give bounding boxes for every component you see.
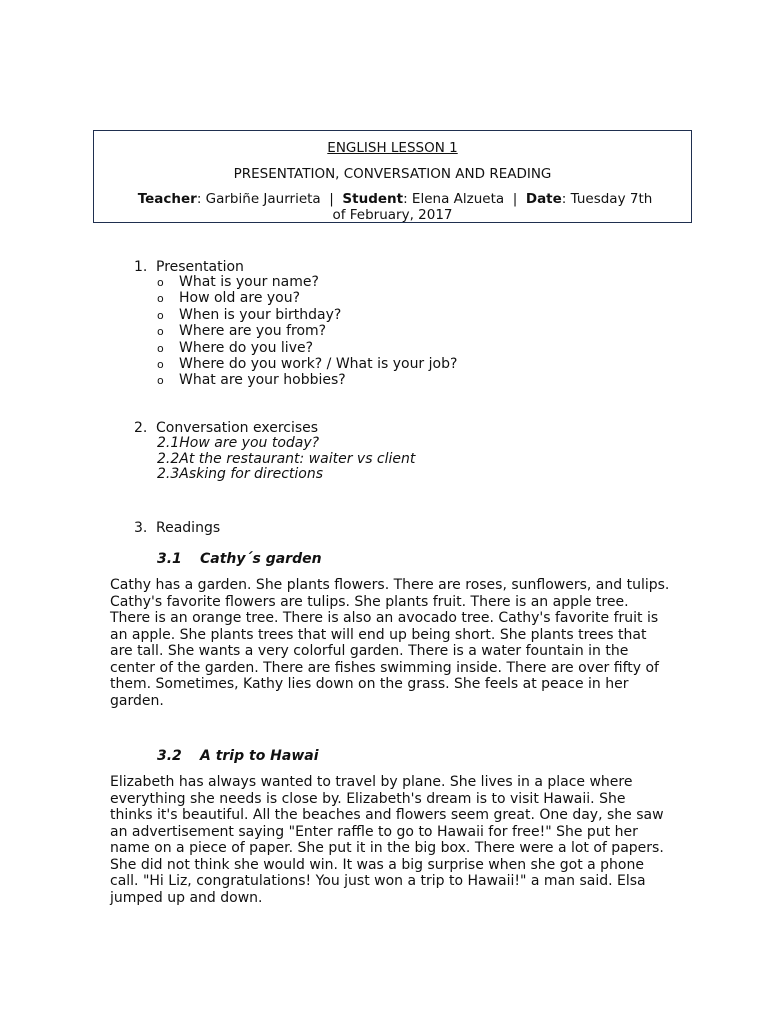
section-title: Presentation xyxy=(156,259,244,275)
bullet-icon: o xyxy=(157,292,164,306)
question-text: Where are you from? xyxy=(179,323,327,340)
bullet-icon: o xyxy=(157,341,164,355)
reading-title: A trip to Hawai xyxy=(200,748,319,764)
list-item: 2.1How are you today? xyxy=(157,435,320,451)
bullet-icon: o xyxy=(157,374,164,388)
section-readings-heading xyxy=(134,520,220,536)
section-number: 2. xyxy=(134,420,148,436)
presentation-question-list xyxy=(157,274,457,389)
reading-2-heading xyxy=(157,748,319,764)
lesson-header-box xyxy=(93,130,692,223)
question-text: Where do you live? xyxy=(179,339,314,356)
list-item xyxy=(157,340,457,356)
bullet-icon: o xyxy=(157,357,164,371)
section-title: Readings xyxy=(156,520,221,536)
list-item xyxy=(157,307,457,323)
section-presentation-heading xyxy=(134,259,244,275)
teacher-value: : Garbiñe Jaurrieta | xyxy=(196,191,343,207)
section-number: 1. xyxy=(134,259,148,275)
question-text: What is your name? xyxy=(179,274,319,290)
lesson-subtitle: PRESENTATION, CONVERSATION AND READING xyxy=(233,166,552,182)
list-item: 2.2At the restaurant: waiter vs client xyxy=(157,450,416,467)
bullet-icon: o xyxy=(157,276,164,289)
reading-1-text: Cathy has a garden. She plants flowers. There are roses, sunflowers, and tulips. Cathy's favorite flowers are tulips. She plants fruit. There is an apple tree. There is an orange tree. There is also an avocado tree. Cathy's favorite fruit is an apple. She plants trees that will end up being short. She plants trees that are tall. She wants a very colorful garden. There is a water fountain in the center of the garden. There are fishes swimming inside. There are over fifty of them. Sometimes, Kathy lies down on the grass. She feels at peace in her garden. xyxy=(110,577,670,709)
list-item: 2.3Asking for directions xyxy=(157,466,323,482)
student-value: : Elena Alzueta | xyxy=(403,191,526,207)
list-item xyxy=(157,274,457,290)
list-item xyxy=(157,290,457,306)
bullet-icon: o xyxy=(157,308,164,322)
section-conversation-heading xyxy=(134,420,318,436)
list-item xyxy=(157,323,457,339)
reading-title: Cathy´s garden xyxy=(200,551,322,567)
reading-2-text: Elizabeth has always wanted to travel by plane. She lives in a place where everything she needs is close by. Elizabeth's dream is to visit Hawaii. She thinks it's beautiful. All the beaches and flowers seem great. One day, she saw an advertisement saying "Enter raffle to go to Hawaii for free!" She put her name on a piece of paper. She put it in the big box. There were a lot of papers. She did not think she would win. It was a big surprise when she got a phone call. "Hi Liz, congratulations! You just won a trip to Hawaii!" a man said. Elsa jumped up and down. xyxy=(110,774,664,906)
bullet-icon: o xyxy=(157,325,164,339)
section-title: Conversation exercises xyxy=(156,420,319,436)
question-text: How old are you? xyxy=(179,290,301,307)
list-item xyxy=(157,372,457,388)
lesson-title: ENGLISH LESSON 1 xyxy=(327,140,458,156)
question-text: What are your hobbies? xyxy=(179,372,346,389)
lesson-meta xyxy=(94,192,691,223)
question-text: When is your birthday? xyxy=(179,306,342,323)
student-label: Student xyxy=(342,191,404,207)
date-value: : Tuesday 7th xyxy=(561,191,653,207)
teacher-label: Teacher xyxy=(137,191,197,207)
section-number: 3. xyxy=(134,520,148,536)
reading-number: 3.1 xyxy=(157,551,182,567)
reading-number: 3.2 xyxy=(157,748,182,764)
reading-1-heading xyxy=(157,551,322,567)
list-item xyxy=(157,356,457,372)
lesson-meta-line1 xyxy=(94,192,691,208)
date-value-continued: of February, 2017 xyxy=(332,206,453,223)
question-text: Where do you work? / What is your job? xyxy=(179,355,458,372)
date-label: Date xyxy=(525,191,562,207)
conversation-exercise-list xyxy=(157,436,415,483)
